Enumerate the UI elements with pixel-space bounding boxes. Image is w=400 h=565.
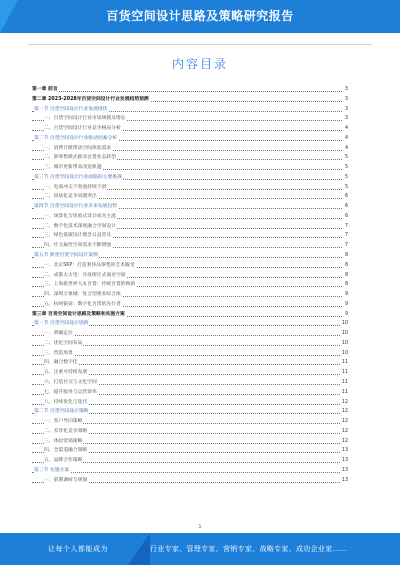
toc-entry[interactable] bbox=[32, 124, 348, 134]
toc-entry-page: 10 bbox=[341, 329, 348, 339]
toc-entry-page: 5 bbox=[344, 183, 348, 193]
toc-entry[interactable] bbox=[32, 378, 348, 388]
toc-entry[interactable] bbox=[32, 388, 348, 398]
toc-entry-page: 13 bbox=[341, 476, 348, 486]
toc-entry[interactable] bbox=[32, 251, 348, 261]
toc-entry-page: 12 bbox=[341, 407, 348, 417]
report-title: 百货空间设计思路及策略研究报告 bbox=[106, 9, 294, 23]
toc-entry[interactable] bbox=[32, 368, 348, 378]
toc-entry-text: 一、电商冲击下客流持续下滑 bbox=[44, 183, 107, 193]
toc-entry-text: 一、场景化与体验式设计成为主流 bbox=[44, 212, 117, 222]
toc-entry-page: 7 bbox=[344, 241, 348, 251]
footer-accent bbox=[128, 533, 150, 565]
toc-entry-text: 三、绿色低碳设计理念日益普及 bbox=[44, 231, 112, 241]
toc-entry-text: 第一章 前言 bbox=[32, 85, 59, 95]
toc-entry-text: 四、社交属性空间需求不断增强 bbox=[44, 241, 112, 251]
toc-entry[interactable] bbox=[32, 231, 348, 241]
toc-entry-page: 5 bbox=[344, 173, 348, 183]
toc-entry-page: 9 bbox=[344, 310, 348, 320]
toc-entry-text: 一、明确定位 bbox=[44, 329, 74, 339]
toc-entry[interactable] bbox=[32, 290, 348, 300]
toc-entry-text: 六、打造社交与文化空间 bbox=[44, 378, 98, 388]
toc-entry-text: 二、优化空间布局 bbox=[44, 339, 83, 349]
toc-entry-page: 10 bbox=[341, 349, 348, 359]
toc-entry[interactable] bbox=[32, 398, 348, 408]
toc-entry[interactable] bbox=[32, 466, 348, 476]
toc-entry-page: 13 bbox=[341, 446, 348, 456]
toc-entry[interactable] bbox=[32, 241, 348, 251]
toc-entry[interactable] bbox=[32, 222, 348, 232]
toc-entry-page: 6 bbox=[344, 192, 348, 202]
toc-entry-text: 二、新零售模式推动百货业态转型 bbox=[44, 153, 117, 163]
toc-entry-page: 7 bbox=[344, 222, 348, 232]
toc-entry[interactable] bbox=[32, 417, 348, 427]
toc-entry-text: 五、杭州银泰：数字化百货的先行者 bbox=[44, 300, 122, 310]
toc-entry-text: 三、上海新世界大丸百货：传统百货的焕新 bbox=[44, 280, 136, 290]
toc-entry-page: 3 bbox=[344, 114, 348, 124]
toc-entry[interactable] bbox=[32, 144, 348, 154]
toc-entry-page: 8 bbox=[344, 251, 348, 261]
toc-entry[interactable] bbox=[32, 183, 348, 193]
toc-entry[interactable] bbox=[32, 114, 348, 124]
dot-leader bbox=[32, 335, 342, 336]
toc-entry-text: 一、客户导向策略 bbox=[44, 417, 83, 427]
table-of-contents bbox=[32, 85, 348, 485]
toc-entry-page: 3 bbox=[344, 85, 348, 95]
toc-entry[interactable] bbox=[32, 407, 348, 417]
toc-entry-text: 第二章 2023-2028年百货空间设计行业发展趋势预测 bbox=[32, 95, 150, 105]
toc-entry-text: 七、提升服务与运营效率 bbox=[44, 388, 98, 398]
toc-entry-page: 11 bbox=[341, 368, 348, 378]
toc-entry[interactable] bbox=[32, 476, 348, 486]
toc-entry-text: 第五节 典型百货空间设计案例 bbox=[34, 251, 99, 261]
toc-entry[interactable] bbox=[32, 153, 348, 163]
toc-entry-text: 二、差异化竞争策略 bbox=[44, 427, 88, 437]
dot-leader bbox=[32, 91, 342, 92]
toc-entry[interactable] bbox=[32, 456, 348, 466]
toc-entry-text: 第三节 百货空间设计行业面临的主要挑战 bbox=[34, 173, 123, 183]
toc-entry-text: 四、深圳万象城：复合型商业综合体 bbox=[44, 290, 122, 300]
toc-entry[interactable] bbox=[32, 329, 348, 339]
toc-entry-page: 13 bbox=[341, 466, 348, 476]
toc-entry-text: 三、营造场景 bbox=[44, 349, 74, 359]
toc-entry-text: 第三节 实施方案 bbox=[34, 466, 70, 476]
toc-entry-text: 二、同质化竞争问题突出 bbox=[44, 192, 98, 202]
footer-slogan: 让每个人都能成为 bbox=[48, 545, 108, 553]
toc-heading: 内容目录 bbox=[171, 57, 228, 71]
toc-entry[interactable] bbox=[32, 319, 348, 329]
toc-entry-text: 一、消费升级带动空间体验需求 bbox=[44, 144, 112, 154]
footer-tagline: 行业专家、管理专家、营销专家、战略专家、成功企业家…… bbox=[150, 545, 348, 553]
toc-entry-text: 三、城市更新带来改造机遇 bbox=[44, 163, 103, 173]
toc-entry[interactable] bbox=[32, 163, 348, 173]
toc-entry-text: 第三章 百货空间设计思路及策略和实施方案 bbox=[32, 310, 126, 320]
toc-entry-text: 第二节 百货空间设计策略 bbox=[34, 407, 89, 417]
toc-entry[interactable] bbox=[32, 261, 348, 271]
toc-entry[interactable] bbox=[32, 358, 348, 368]
dot-leader bbox=[32, 355, 342, 356]
toc-entry-page: 4 bbox=[344, 144, 348, 154]
toc-entry-page: 11 bbox=[341, 378, 348, 388]
toc-entry-text: 一、前期调研与规划 bbox=[44, 476, 88, 486]
toc-entry-page: 10 bbox=[341, 319, 348, 329]
toc-entry-text: 三、体验营销策略 bbox=[44, 437, 83, 447]
toc-entry-page: 12 bbox=[341, 427, 348, 437]
toc-entry-text: 四、全渠道融合策略 bbox=[44, 446, 88, 456]
toc-entry[interactable] bbox=[32, 192, 348, 202]
toc-entry-page: 9 bbox=[344, 300, 348, 310]
toc-entry-page: 6 bbox=[344, 202, 348, 212]
toc-entry-page: 13 bbox=[341, 456, 348, 466]
toc-entry-page: 12 bbox=[341, 417, 348, 427]
toc-entry[interactable] bbox=[32, 427, 348, 437]
toc-entry-text: 第二节 百货空间设计行业驱动因素分析 bbox=[34, 134, 118, 144]
toc-entry-page: 6 bbox=[344, 212, 348, 222]
toc-entry[interactable] bbox=[32, 271, 348, 281]
toc-entry-text: 第四节 百货空间设计行业未来发展趋势 bbox=[34, 202, 118, 212]
toc-entry[interactable] bbox=[32, 212, 348, 222]
page-number: 1 bbox=[198, 524, 202, 530]
toc-entry-page: 5 bbox=[344, 153, 348, 163]
toc-entry[interactable] bbox=[32, 446, 348, 456]
toc-entry[interactable] bbox=[32, 105, 348, 115]
toc-entry-page: 12 bbox=[341, 437, 348, 447]
toc-entry-text: 二、百货空间设计行业竞争格局分析 bbox=[44, 124, 122, 134]
toc-entry-page: 11 bbox=[341, 388, 348, 398]
toc-entry-page: 8 bbox=[344, 271, 348, 281]
toc-entry-text: 第一节 百货空间设计行业发展现状 bbox=[34, 105, 108, 115]
toc-entry-page: 4 bbox=[344, 134, 348, 144]
toc-entry[interactable] bbox=[32, 95, 348, 105]
toc-entry[interactable] bbox=[32, 134, 348, 144]
toc-entry-page: 4 bbox=[344, 124, 348, 134]
toc-entry-text: 四、融合数字化 bbox=[44, 358, 79, 368]
toc-entry[interactable] bbox=[32, 85, 348, 95]
toc-entry[interactable] bbox=[32, 280, 348, 290]
toc-entry-page: 12 bbox=[341, 398, 348, 408]
toc-entry[interactable] bbox=[32, 349, 348, 359]
toc-entry[interactable] bbox=[32, 202, 348, 212]
toc-entry[interactable] bbox=[32, 310, 348, 320]
toc-entry-text: 五、品牌合作策略 bbox=[44, 456, 83, 466]
toc-entry[interactable] bbox=[32, 300, 348, 310]
toc-entry-page: 7 bbox=[344, 231, 348, 241]
toc-entry-page: 10 bbox=[341, 339, 348, 349]
toc-entry[interactable] bbox=[32, 173, 348, 183]
toc-entry-page: 11 bbox=[341, 358, 348, 368]
toc-entry-page: 9 bbox=[344, 290, 348, 300]
toc-entry-page: 5 bbox=[344, 163, 348, 173]
toc-entry-text: 八、持续优化与迭代 bbox=[44, 398, 88, 408]
toc-entry[interactable] bbox=[32, 437, 348, 447]
toc-entry-text: 二、数字化技术深度融合空间设计 bbox=[44, 222, 117, 232]
toc-entry-page: 8 bbox=[344, 261, 348, 271]
toc-entry-text: 五、注重可持续发展 bbox=[44, 368, 88, 378]
toc-entry-page: 3 bbox=[344, 95, 348, 105]
toc-entry-page: 3 bbox=[344, 105, 348, 115]
toc-entry-text: 第一节 百货空间设计思路 bbox=[34, 319, 89, 329]
divider bbox=[28, 44, 372, 45]
toc-entry-page: 8 bbox=[344, 280, 348, 290]
toc-entry[interactable] bbox=[32, 339, 348, 349]
toc-entry-text: 二、成都太古里：开放街区式商业空间 bbox=[44, 271, 127, 281]
dot-leader bbox=[32, 472, 342, 473]
toc-entry-text: 一、百货空间设计行业市场规模及增长 bbox=[44, 114, 127, 124]
toc-entry-text: 一、北京SKP：打造奢侈品零售的艺术殿堂 bbox=[44, 261, 136, 271]
